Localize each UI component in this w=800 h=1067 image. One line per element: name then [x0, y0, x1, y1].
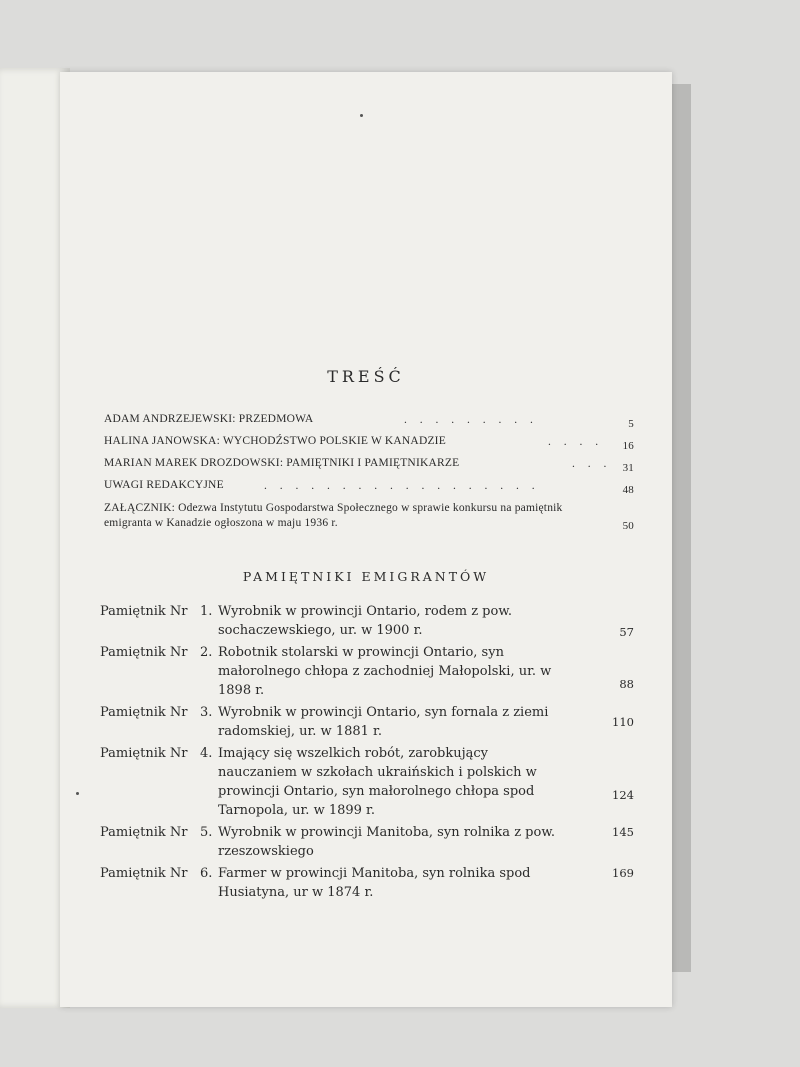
- memoir-list: [100, 602, 634, 905]
- page-number: 57: [619, 625, 634, 639]
- page-number: 110: [612, 715, 634, 729]
- page-number: 16: [622, 440, 634, 452]
- print-speck: [76, 792, 79, 795]
- leader-dots: . . . . . . . . . . . . . . . . . .: [264, 480, 540, 492]
- entry-number: 2.: [200, 645, 213, 660]
- page-number: 48: [622, 484, 634, 496]
- front-matter-item: [104, 432, 634, 454]
- entry-description: Imający się wszelkich robót, zarobkujący nauczaniem w szkołach ukraińskich i polskich w prowincji Ontario, syn małorolnego chłopa spod Tarnopola, ur. w 1899 r.: [218, 746, 537, 818]
- memoir-entry: [100, 643, 634, 700]
- entry-number: 3.: [200, 705, 213, 720]
- front-matter-item: [104, 498, 634, 536]
- entry-label: Pamiętnik Nr: [100, 645, 188, 660]
- page-number: 145: [612, 825, 634, 839]
- memoir-entry: [100, 703, 634, 741]
- entry-label: Pamiętnik Nr: [100, 866, 188, 881]
- memoir-entry: [100, 602, 634, 640]
- section-title: PAMIĘTNIKI EMIGRANTÓW: [242, 569, 490, 584]
- entry-number: 4.: [200, 746, 213, 761]
- front-matter-text: HALINA JANOWSKA: WYCHODŹSTWO POLSKIE W KANADZIE: [104, 435, 446, 447]
- memoir-entry: [100, 744, 634, 820]
- front-matter-item: [104, 410, 634, 432]
- leader-dots: . . . . . . . . .: [404, 414, 538, 426]
- entry-description: Wyrobnik w prowincji Ontario, syn fornala z ziemi radomskiej, ur. w 1881 r.: [218, 705, 549, 739]
- page-number: 50: [622, 520, 634, 532]
- front-matter-text: ZAŁĄCZNIK: Odezwa Instytutu Gospodarstwa Społecznego w sprawie konkursu na pamiętnik emigranta w Kanadzie ogłoszona w maju 1936 r.: [104, 502, 563, 529]
- page-number: 88: [619, 677, 634, 691]
- entry-number: 5.: [200, 825, 213, 840]
- front-matter-list: [104, 410, 634, 536]
- print-speck: [360, 114, 363, 117]
- front-matter-text: UWAGI REDAKCYJNE: [104, 479, 224, 491]
- page-number: 124: [612, 788, 634, 802]
- front-matter-item: [104, 454, 634, 476]
- entry-label: Pamiętnik Nr: [100, 825, 188, 840]
- front-matter-text: ADAM ANDRZEJEWSKI: PRZEDMOWA: [104, 413, 314, 425]
- book-page: [60, 72, 672, 1007]
- front-matter-item: [104, 476, 634, 498]
- entry-number: 6.: [200, 866, 213, 881]
- entry-description: Farmer w prowincji Manitoba, syn rolnika spod Husiatyna, ur w 1874 r.: [218, 866, 531, 900]
- toc-title: TREŚĆ: [327, 367, 405, 386]
- entry-label: Pamiętnik Nr: [100, 705, 188, 720]
- page-number: 5: [628, 418, 634, 430]
- leader-dots: . . . .: [548, 436, 604, 448]
- front-matter-text: MARIAN MAREK DROZDOWSKI: PAMIĘTNIKI I PAMIĘTNIKARZE: [104, 457, 460, 469]
- entry-description: Robotnik stolarski w prowincji Ontario, syn małorolnego chłopa z zachodniej Małopolski, ur. w 1898 r.: [218, 645, 552, 698]
- entry-number: 1.: [200, 604, 213, 619]
- leader-dots: . . .: [572, 458, 612, 470]
- memoir-entry: [100, 864, 634, 902]
- entry-description: Wyrobnik w prowincji Ontario, rodem z pow. sochaczewskiego, ur. w 1900 r.: [218, 604, 513, 638]
- memoir-entry: [100, 823, 634, 861]
- entry-description: Wyrobnik w prowincji Manitoba, syn rolnika z pow. rzeszowskiego: [218, 825, 556, 859]
- entry-label: Pamiętnik Nr: [100, 604, 188, 619]
- entry-label: Pamiętnik Nr: [100, 746, 188, 761]
- page-number: 169: [612, 866, 634, 880]
- page-number: 31: [622, 462, 634, 474]
